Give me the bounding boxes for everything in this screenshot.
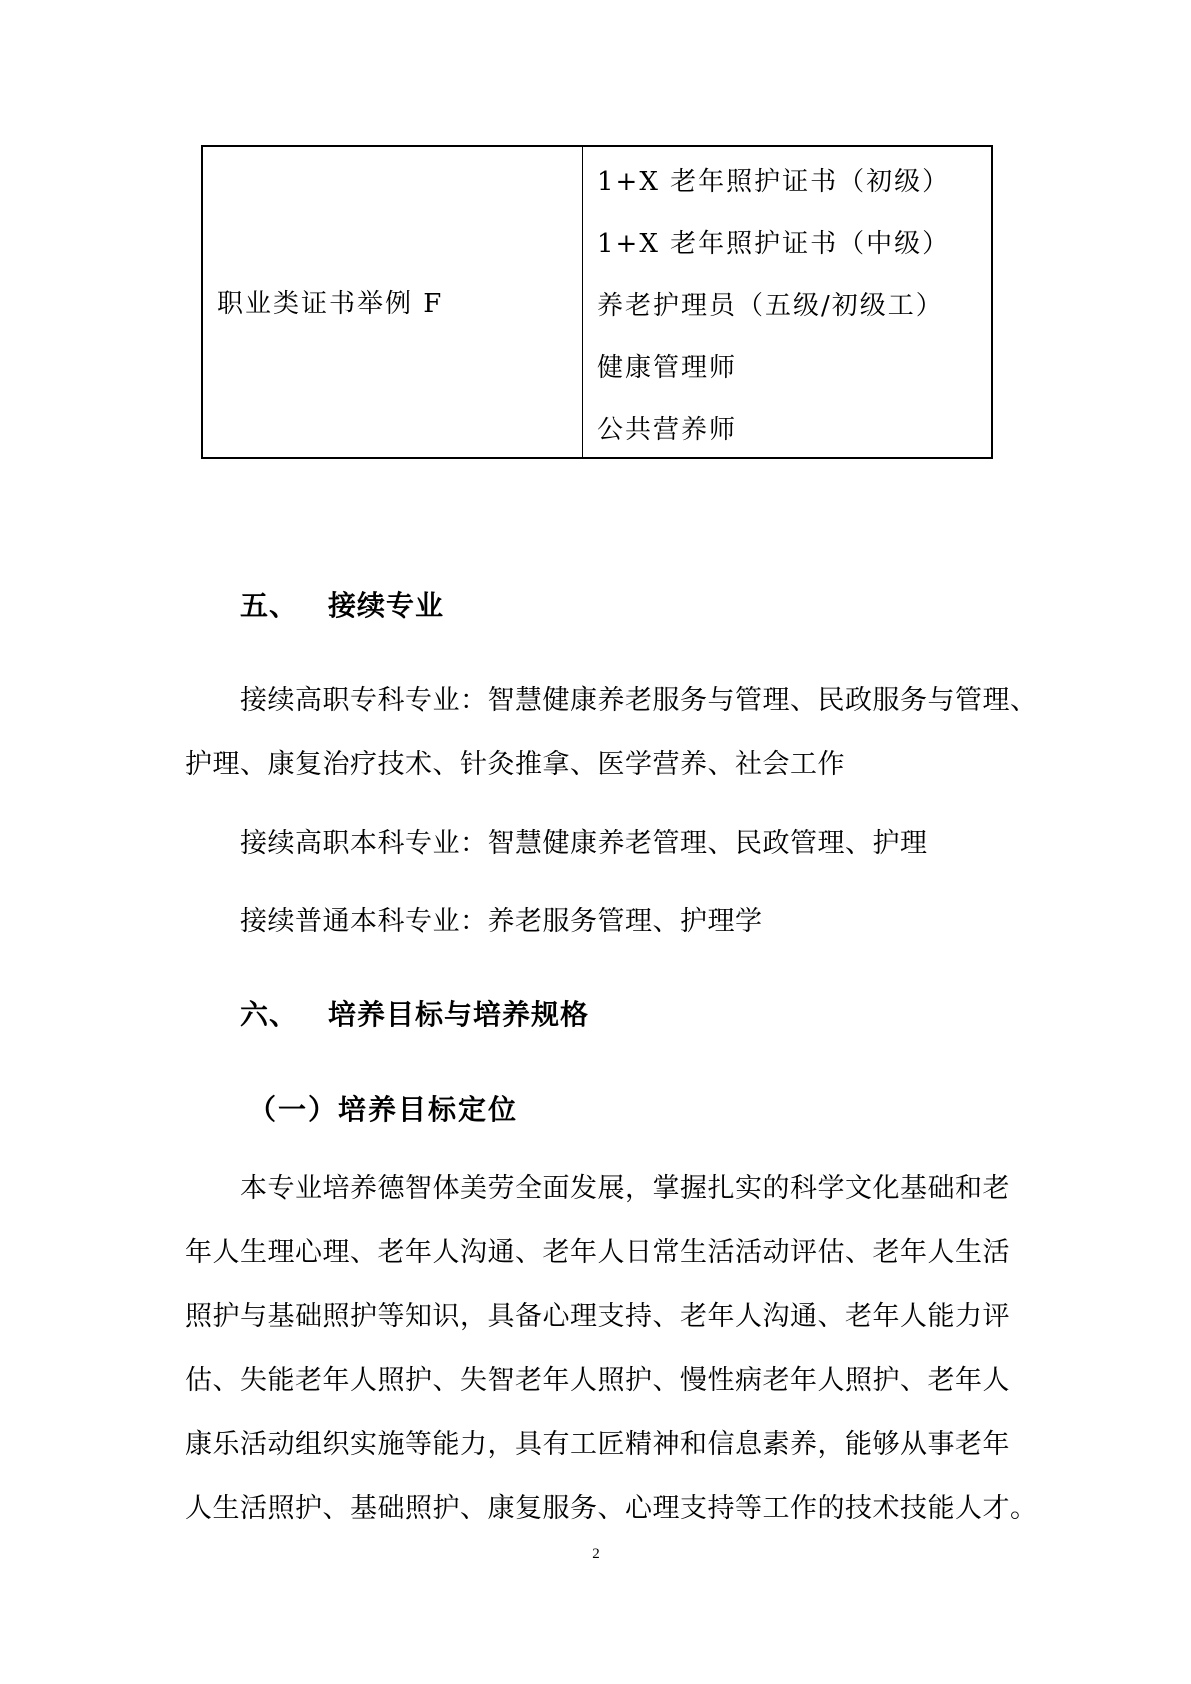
- section-6-title: 培养目标与培养规格: [328, 998, 590, 1031]
- section-5-number: 五、: [240, 589, 299, 622]
- paragraph-line: 估、失能老年人照护、失智老年人照护、慢性病老年人照护、老年人: [185, 1365, 1010, 1396]
- paragraph-line: 护理、康复治疗技术、针灸推拿、医学营养、社会工作: [185, 749, 845, 780]
- paragraph-line: 照护与基础照护等知识，具备心理支持、老年人沟通、老年人能力评: [185, 1301, 1010, 1332]
- certificate-item: 1+X 老年照护证书（中级）: [597, 229, 951, 259]
- page-number: 2: [592, 1546, 600, 1562]
- paragraph-line: 年人生理心理、老年人沟通、老年人日常生活活动评估、老年人生活: [185, 1237, 1010, 1268]
- section-6-heading: [240, 993, 589, 1033]
- subsection-1-heading: （一）培养目标定位: [248, 1093, 519, 1126]
- section-5-title: 接续专业: [328, 589, 445, 622]
- paragraph-line: 接续高职本科专业：智慧健康养老管理、民政管理、护理: [240, 828, 928, 859]
- paragraph-line: 康乐活动组织实施等能力，具有工匠精神和信息素养，能够从事老年: [185, 1429, 1010, 1460]
- certificate-item: 健康管理师: [597, 353, 738, 383]
- certificate-item: 养老护理员（五级/初级工）: [597, 291, 944, 321]
- certificate-category-label: 职业类证书举例 F: [217, 289, 444, 319]
- certificate-table-left-cell: [203, 147, 583, 457]
- certificate-item: 1+X 老年照护证书（初级）: [597, 167, 951, 197]
- section-5-heading: [240, 584, 444, 624]
- paragraph-line: 人生活照护、基础照护、康复服务、心理支持等工作的技术技能人才。: [185, 1493, 1038, 1524]
- paragraph-line: 本专业培养德智体美劳全面发展，掌握扎实的科学文化基础和老: [240, 1173, 1010, 1204]
- certificate-item: 公共营养师: [597, 415, 738, 445]
- paragraph-line: 接续普通本科专业：养老服务管理、护理学: [240, 906, 763, 937]
- certificate-table-right-cell: [583, 147, 991, 457]
- paragraph-line: 接续高职专科专业：智慧健康养老服务与管理、民政服务与管理、: [240, 685, 1038, 716]
- certificate-table: [201, 145, 993, 459]
- section-6-number: 六、: [240, 998, 299, 1031]
